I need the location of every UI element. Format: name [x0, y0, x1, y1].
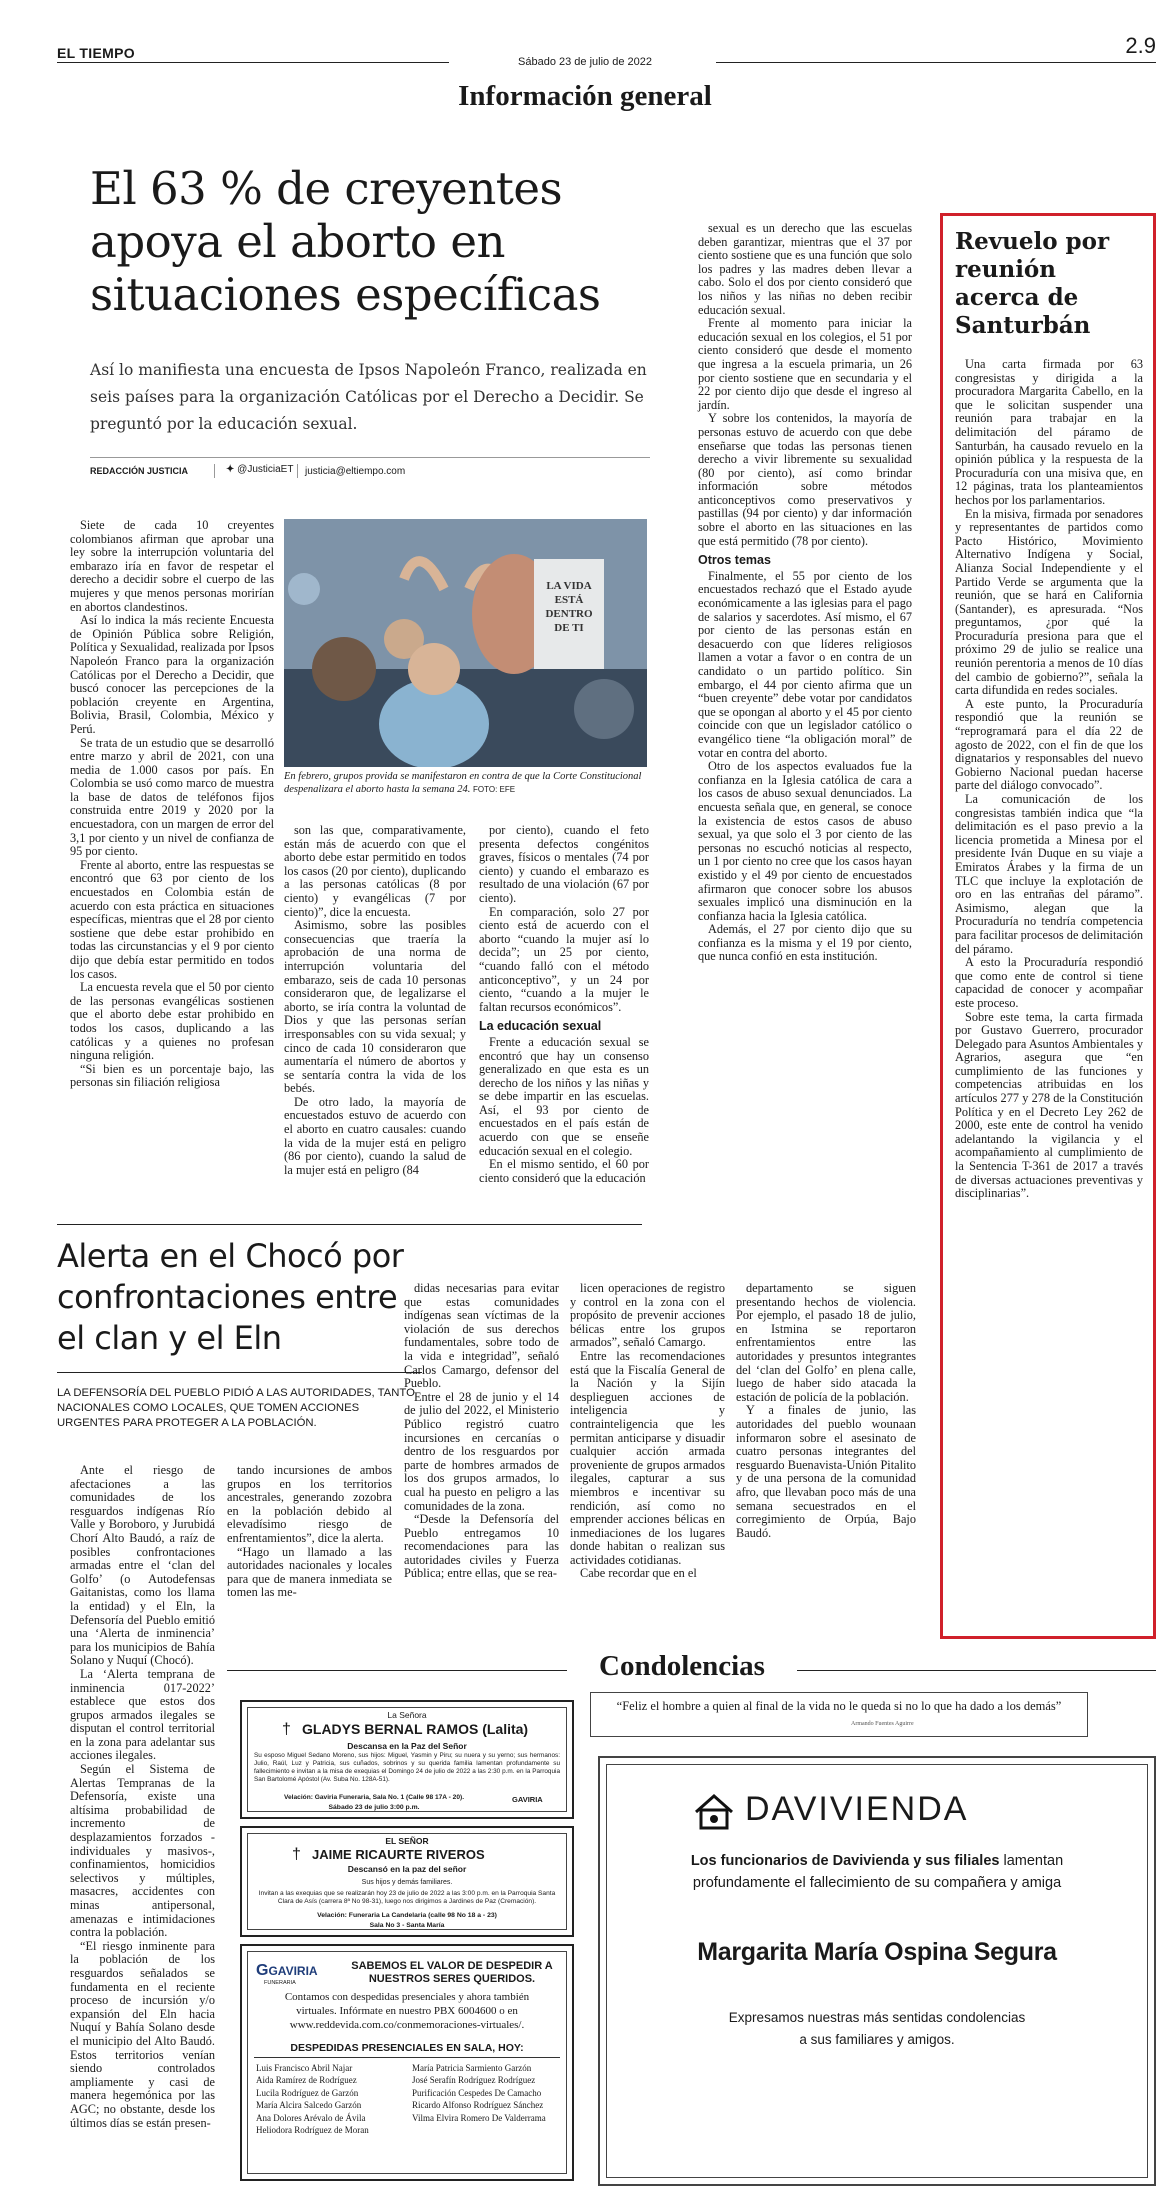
- paragraph: departamento se siguen presentando hechos de violencia. Por ejemplo, el pasado 18 de julio, en Istmina se reportaron enfrentamientos entre las autoridades y presuntos integrantes del ‘clan del Golfo’ en plena calle, luego de haber sido atacada la estación de policía de la población.: [736, 1281, 916, 1404]
- davivienda-closing2: a sus familiares y amigos.: [799, 2032, 955, 2047]
- davivienda-closing1: Expresamos nuestras más sentidas condolencias: [728, 2010, 1026, 2025]
- condolencias-title: Condolencias: [599, 1650, 765, 1682]
- masthead-rule-left: [57, 62, 449, 63]
- paragraph: En la misiva, firmada por senadores y representantes de partidos como Pacto Histórico, Movimiento Alternativo Indígena y Social, Alianza Social Independiente y el Partido Verde se argumenta que la reunión, que se hará en California (Santander), es apresurada. “Nos preguntamos, ¿por qué la Procuraduría presiona para que el próximo 29 de julio se realice una reunión perentoria a menos de 10 días del cambio de gobierno?”, señala la carta difundida en redes sociales.: [955, 506, 1143, 698]
- paragraph: En comparación, solo 27 por ciento está de acuerdo con el aborto “cuando la mujer así lo decida”; un 25 por ciento, “cuando falló con el método anticonceptivo”, y un 24 por ciento, “cuando a la mujer le faltan recursos económicos”.: [479, 904, 649, 1014]
- paragraph: Finalmente, el 55 por ciento de los encuestados rechazó que el Estado ayude económicamente a las iglesias para el pago de salarios y sacerdotes. Así mismo, el 67 por ciento de las personas están en desacuerdo con que líderes religiosos llamen a votar a favor o en contra de un candidato o un partido político. Sin embargo, el 44 por ciento afirma que un “buen creyente” debe votar por candidatos que se opongan al aborto y el 45 por ciento coincide con que un legislador católico o evangélico tiene “la obligación moral” de votar en contra del aborto.: [698, 568, 912, 760]
- obituary-gladys: [240, 1700, 574, 1819]
- paragraph: Según el Sistema de Alertas Tempranas de la Defensoría, existe una altísima probabilidad de incremento de desplazamientos forzados -individuales y masivos-, confinamientos, homicidios selectivos y múltiples, masacres, accidentes con minas antipersonal, amenazas e intimidaciones contra la población.: [70, 1762, 215, 1940]
- paragraph: La comunicación de los congresistas también indica que “la delimitación es el paso previo a la licencia prometida a Minesa por el presidente Iván Duque en su viaje a Emiratos Árabes y la firma de un TLC que incluye la explotación de oro en las entrañas del páramo”. Asimismo, alegan que la Procuraduría no tendría competencia para facilitar procesos de delimitación del páramo.: [955, 792, 1143, 956]
- obit1-fecha: Sábado 23 de julio 3:00 p.m.: [328, 1804, 420, 1811]
- gaviria-ad: [240, 1944, 574, 2181]
- article2-deck: LA DEFENSORÍA DEL PUEBLO PIDIÓ A LAS AUTORIDADES, TANTO NACIONALES COMO LOCALES, QUE TOMEN ACCIONES URGENTES PARA PROTEGER A LA POBLACIÓN.: [57, 1387, 415, 1429]
- subhead-otros: Otros temas: [698, 553, 771, 568]
- paragraph: “Si bien es un porcentaje bajo, las personas sin filiación religiosa: [70, 1061, 274, 1090]
- davivienda-house-icon: [692, 1792, 736, 1832]
- sidebar-body: [955, 358, 1143, 1201]
- paragraph: A este punto, la Procuraduría respondió que la reunión se “reprogramará para el día 22 de agosto de 2022, con el fin de que los dignatarios y responsables del nuevo Gobierno Nacional puedan hacerse parte del diálogo convocado”.: [955, 696, 1143, 793]
- byline-sep2: [297, 464, 298, 478]
- davivienda-ad: [598, 1756, 1156, 2186]
- obit1-sub: Descansa en la Paz del Señor: [347, 1741, 467, 1751]
- masthead-rule-right: [716, 62, 1156, 63]
- gaviria-logo: [256, 1962, 318, 1980]
- obit1-body: Su esposo Miguel Sedano Moreno, sus hijos: Miguel, Yasmin y Piru; su nuera y su yerno; sus hermanos: Julio, Raúl, Luz y Patricia, sus cuñados, sobrinos y su querida familia lamentan profundamente su fallecimiento e invitan a la misa de exequias el Domingo 24 de julio de 2022 a las 2:30 p.m. en la Parroquia San Bartolomé Apóstol (Av. Suba No. 128A-51).: [254, 1752, 560, 1783]
- davivienda-brand: DAVIVIENDA: [745, 1790, 969, 1828]
- byline-rule: [90, 457, 650, 458]
- paragraph: Asimismo, sobre las posibles consecuencias que traería la aprobación de una norma de interrupción voluntaria del embarazo, seis de cada 10 personas consideraron que, de legalizarse el aborto, se iría contra la voluntad de Dios y que las personas serían irresponsables con su vida sexual; y cinco de cada 10 consideraron que aumentaría el número de abortos y se sentaría contra la vida de los bebés.: [284, 918, 466, 1096]
- gaviria-logo-text: GAVIRIA: [268, 1964, 318, 1978]
- obit1-label: La Señora: [387, 1710, 427, 1720]
- paragraph: “Hago un llamado a las autoridades nacionales y locales para que de manera inmediata se tomen las me-: [227, 1544, 392, 1600]
- condolencias-rule-left: [227, 1670, 567, 1671]
- list-item: Ana Dolores Arévalo de Ávila: [256, 2112, 366, 2123]
- article2-col2: [227, 1464, 392, 1600]
- paper-logo: EL TIEMPO: [57, 45, 135, 61]
- paragraph: Una carta firmada por 63 congresistas y dirigida a la procuradora Margarita Cabello, en la que le solicitan suspender una reunión para trabajar en la delimitación del páramo de Santurbán, ha causado revuelo en la opinión pública y la respuesta de la Procuraduría con una misiva que, en 12 páginas, trata los planteamientos hechos por los parlamentarios.: [955, 357, 1143, 507]
- obit2-family: Sus hijos y demás familiares.: [361, 1879, 453, 1886]
- protest-sign-text: LA VIDA ESTÁ DENTRO DE TI: [545, 580, 593, 634]
- list-item: Purificación Cespedes De Camacho: [412, 2087, 542, 2098]
- list-item: Ricardo Alfonso Rodríguez Sánchez: [412, 2100, 544, 2111]
- paragraph: Y sobre los contenidos, la mayoría de personas estuvo de acuerdo con que debe enseñarse que todas las personas tienen derecho a vivir libremente su sexualidad (80 por ciento), así como brindar información sobre métodos anticonceptivos como preservativos y pastillas (94 por ciento) y dar información sobre el aborto en las situaciones en las que está permitido (78 por ciento).: [698, 411, 912, 548]
- issue-date: Sábado 23 de julio de 2022: [518, 56, 652, 68]
- obit1-velacion: Velación: Gaviria Funeraria, Sala No. 1 (Calle 98 17A - 20).: [283, 1794, 465, 1801]
- list-item: Vilma Elvira Romero De Valderrama: [412, 2112, 546, 2123]
- paragraph: La ‘Alerta temprana de inminencia 017-2022’ establece que estos dos grupos armados ilegales se disputan el control territorial en la zona para adelantar sus acciones ilegales.: [70, 1666, 215, 1763]
- paragraph: La encuesta revela que el 50 por ciento de las personas evangélicas sostienen que el aborto debe estar prohibido en todos los casos, duplicando a las católicas y a quienes no profesan ninguna religión.: [70, 980, 274, 1063]
- gaviria-headline: SABEMOS EL VALOR DE DESPEDIR A NUESTROS SERES QUERIDOS.: [351, 1960, 553, 1985]
- article1-deck: Así lo manifiesta una encuesta de Ipsos Napoleón Franco, realizada en seis países para la organización Católicas por el Derecho a Decidir. Se preguntó por la educación sexual.: [90, 361, 647, 433]
- paragraph: Ante el riesgo de afectaciones a las comunidades de los resguardos indígenas Río Valle y Boroboro, y Jurubidá Chorí Alto Baudó, a raíz de posibles confrontaciones armadas entre el ‘clan del Golfo’ (o Autodefensas Gaitanistas, como los llama la entidad) y el Eln, la Defensoría del Pueblo emitió una ‘Alerta de inminencia’ para los municipios de Bahía Solano y Nuquí (Chocó).: [70, 1463, 215, 1668]
- paragraph: “Desde la Defensoría del Pueblo entregamos 10 recomendaciones para las autoridades civiles y Fuerza Pública; entre ellas, que se rea-: [404, 1512, 559, 1581]
- obit1-name: GLADYS BERNAL RAMOS (Lalita): [302, 1721, 529, 1737]
- obit2-cross-icon: †: [292, 1846, 301, 1863]
- article1-col4-b: [698, 570, 912, 964]
- gaviria-names-right: [412, 2062, 564, 2124]
- section-title: Información general: [458, 80, 712, 112]
- paragraph: Otro de los aspectos evaluados fue la confianza en la Iglesia católica de cara a los casos de abuso sexual denunciados. La encuesta señala que, en general, se conoce la existencia de estos casos de abuso sexual, ya que solo el 3 por ciento de las personas no escuchó noticias al respecto, un 1 por ciento no cree que los casos hayan existido y el 49 por ciento de encuestados afirmaron que conocer sobre los abusos sexuales implicó una disminución en la confianza hacia la Iglesia católica.: [698, 759, 912, 923]
- article1-col2: [284, 824, 466, 1177]
- paragraph: En el mismo sentido, el 60 por ciento consideró que la educación: [479, 1157, 649, 1185]
- obit1-cross-icon: †: [282, 1721, 291, 1738]
- paragraph: Así lo indica la más reciente Encuesta de Opinión Pública sobre Religión, Política y Sexualidad, realizada por Ipsos Napoleón Franco para la organización Católicas por el Derecho a Decidir, que buscó conocer las percepciones de la población creyente en Argentina, Bolivia, Brasil, Colombia, México y Perú.: [70, 613, 274, 736]
- list-item: Lucila Rodríguez de Garzón: [256, 2087, 359, 2098]
- list-item: María Alcira Salcedo Garzón: [256, 2100, 362, 2111]
- article1-col4: [698, 222, 912, 964]
- byline-sep: [214, 464, 215, 478]
- gaviria-body: Contamos con despedidas presenciales y ahora también virtuales. Infórmate en nuestro PBX 6004600 o en www.reddevida.com.co/conmemoraciones-virtuales/.: [284, 1991, 530, 2031]
- paragraph: Entre las recomendaciones está que la Fiscalía General de la Nación y la Sijín desplieguen acciones de inteligencia y contrainteligencia que les permitan anticiparse y disuadir cualquier acción armada proveniente de grupos armados ilegales, capturar a sus miembros e incentivar su rendición, así como no emprender acciones bélicas en inmediaciones de los lugares donde habitan o realizan sus actividades cotidianas.: [570, 1348, 725, 1567]
- paragraph: Frente al momento para iniciar la educación sexual en los colegios, el 51 por ciento consideró que desde el momento que ingresa a la escuela primaria, un 26 por ciento sostiene que en secundaria y el 22 por ciento dijo que desde el ingreso al jardín.: [698, 316, 912, 412]
- article2-col1: [70, 1464, 215, 2130]
- gaviria-list-title: DESPEDIDAS PRESENCIALES EN SALA, HOY:: [290, 2042, 524, 2054]
- davivienda-line2: profundamente el fallecimiento de su compañera y amiga: [692, 1875, 1062, 1891]
- article1-col1: [70, 519, 274, 1090]
- obit2-name: JAIME RICAURTE RIVEROS: [312, 1847, 485, 1862]
- paragraph: por ciento), cuando el feto presenta defectos congénitos graves, físicos o mentales (74 por ciento) y cuando el embarazo es resultado de una violación (67 por ciento).: [479, 823, 649, 905]
- davivienda-deceased-name: Margarita María Ospina Segura: [697, 1938, 1057, 1966]
- article1-col3: [479, 824, 649, 1185]
- paragraph: son las que, comparativamente, están más de acuerdo con que el aborto debe estar permitido en todos los casos (20 por ciento), duplicando a las personas católicas (8 por ciento) y evangélicas (7 por ciento)”, dice la encuesta.: [284, 823, 466, 919]
- subhead-educacion: La educación sexual: [479, 1019, 602, 1034]
- obit2-body: Invitan a las exequias que se realizarán hoy 23 de julio de 2022 a las 3:00 p.m. en la Parroquia Santa Clara de Asís (carrera 8ª No 98-31), luego nos dirigimos a Jardines de Paz (Cremación).: [258, 1890, 556, 1905]
- gaviria-logo-sub: FUNERARIA: [264, 1980, 296, 1986]
- article1-photo: [284, 519, 647, 767]
- paragraph: “El riesgo inminente para la población de los resguardos señalados se fundamenta en el reciente proceso de incursión y/o expansión del Eln hacia Nuquí y Bahía Solano desde el municipio del Alto Baudó. Estos territorios venían siendo controlados ampliamente y casi de manera hegemónica por las AGC; no obstante, desde los últimos días se están presen-: [70, 1938, 215, 2130]
- obit1-logo: GAVIRIA: [512, 1795, 543, 1804]
- paragraph: licen operaciones de registro y control en la zona con el propósito de prevenir acciones bélicas entre los grupos armados”, señaló Camargo.: [570, 1281, 725, 1350]
- caption-text: En febrero, grupos provida se manifestaron en contra de que la Corte Constitucional despenalizara el aborto hasta la semana 24.: [284, 771, 642, 795]
- article1-col3-b: [479, 1036, 649, 1186]
- obit2-label: EL SEÑOR: [385, 1836, 429, 1846]
- protest-illustration: [284, 519, 647, 767]
- obit2-sala: Sala No 3 - Santa María: [369, 1922, 445, 1929]
- sidebar-box: [940, 213, 1156, 1639]
- list-item: María Patricia Sarmiento Garzón: [412, 2063, 532, 2073]
- paragraph: Sobre este tema, la carta firmada por Gustavo Guerrero, procurador Delegado para Asuntos Ambientales y Agrarios, asegura que “en cumplimiento de las funciones y competencias atribuidas en los artículos 277 y 278 de la Constitución Política y en el Decreto Ley 262 de 2000, este ente de control ha venido adelantando la vigilancia y el acompañamiento al cumplimiento de la Sentencia T-361 de 2017 a través de diversas actuaciones preventivas y disciplinarias”.: [955, 1009, 1143, 1201]
- list-item: José Serafín Rodríguez Rodríguez: [412, 2075, 536, 2086]
- paragraph: Frente al aborto, entre las respuestas se encontró que 63 por ciento de los encuestados en Colombia están de acuerdo con esta práctica en situaciones específicas, mientras que el 28 por ciento sostiene que debe estar prohibido en todas las circunstancias y el 9 por ciento dijo que debía estar permitido en todos los casos.: [70, 857, 274, 981]
- article2-top-rule: [57, 1224, 642, 1225]
- article1-col3-a: [479, 824, 649, 1014]
- page-number: 2.9: [1125, 33, 1156, 58]
- list-item: Aida Ramírez de Rodríguez: [256, 2075, 357, 2086]
- article2-headline: Alerta en el Chocó por confrontaciones entre el clan y el Eln: [57, 1237, 404, 1357]
- paragraph: Entre el 28 de junio y el 14 de julio del 2022, el Ministerio Público registró cuatro incursiones en cercanías o dentro de los resguardos por parte de hombres armados de los dos grupos armados, lo cual ha puesto en peligro a las comunidades de la zona.: [404, 1389, 559, 1513]
- paragraph: didas necesarias para evitar que estas comunidades indígenas sean víctimas de la violación de sus derechos fundamentales, sobre todo de la vida e integridad”, señaló Carlos Camargo, defensor del Pueblo.: [404, 1281, 559, 1391]
- gaviria-names-left: [256, 2062, 408, 2136]
- obit2-velacion: Velación: Funeraria La Candelaria (calle 98 No 18 a - 23): [317, 1912, 497, 1919]
- paragraph: Siete de cada 10 creyentes colombianos afirman que aprobar una ley sobre la interrupción voluntaria del embarazo iría en favor de respetar el derecho a decidir sobre el cuerpo de las mujeres y que menos personas morirían en abortos clandestinos.: [70, 518, 274, 614]
- twitter-handle[interactable]: [226, 464, 293, 475]
- article1-col4-a: [698, 222, 912, 548]
- quote-author: Armando Fuentes Aguirre: [851, 1721, 914, 1727]
- list-item: Heliodora Rodríguez de Moran: [256, 2125, 369, 2136]
- photo-credit: FOTO: EFE: [473, 784, 516, 794]
- condolencias-rule-right: [797, 1670, 1156, 1671]
- quote-text: “Feliz el hombre a quien al final de la vida no le queda si no lo que ha dado a los demás”: [616, 1699, 1062, 1713]
- paragraph: Frente a educación sexual se encontró que hay un consenso generalizado en que esta es un derecho de los niños y las niñas y se debe impartir en las escuelas. Así, el 93 por ciento de encuestados en el país están de acuerdo con que se enseñe educación sexual en el colegio.: [479, 1034, 649, 1158]
- obit2-sub: Descansó en la paz del señor: [347, 1864, 467, 1874]
- quote-box: [590, 1692, 1088, 1737]
- paragraph: tando incursiones de ambos grupos en los territorios ancestrales, generando zozobra en la población debido al elevadísimo riesgo de enfrentamientos”, dice la alerta.: [227, 1463, 392, 1545]
- article2-col5: [736, 1282, 916, 1540]
- photo-caption: [284, 771, 647, 796]
- list-item: Luis Francisco Abril Najar: [256, 2063, 353, 2073]
- gaviria-g-icon: G: [256, 1962, 269, 1979]
- paragraph: De otro lado, la mayoría de encuestados estuvo de acuerdo con el aborto en cuatro causales: cuando la vida de la mujer está en peligro (86 por ciento), cuando la salud de la mujer está en peligro (84: [284, 1094, 466, 1177]
- twitter-text: @JusticiaET: [237, 464, 294, 475]
- article1-headline: El 63 % de creyentes apoya el aborto en situaciones específicas: [90, 162, 601, 321]
- paragraph: Cabe recordar que en el: [580, 1566, 697, 1581]
- sidebar-headline: Revuelo por reunión acerca de Santurbán: [955, 228, 1110, 339]
- article2-deck-rule: [57, 1372, 422, 1373]
- davivienda-line1: [600, 1853, 1154, 1869]
- byline: REDACCIÓN JUSTICIA: [90, 466, 189, 476]
- paragraph: sexual es un derecho que las escuelas deben garantizar, mientras que el 37 por ciento sostiene que es una función que solo los padres y las madres deben llevar a cabo. Solo el dos por ciento consideró que los niños y las niñas no deben recibir educación sexual.: [698, 221, 912, 317]
- paragraph: A esto la Procuraduría respondió que como ente de control si tiene capacidad de conocer y acompañar este proceso.: [955, 955, 1143, 1010]
- twitter-icon: ✦: [226, 464, 238, 475]
- paragraph: Se trata de un estudio que se desarrolló entre marzo y abril de 2021, con una media de 1.000 casos por país. En Colombia se usó como marco de muestra la base de datos de teléfonos fijos construida entre 2019 y 2020 por la encuestadora, con un margen de error del 3,1 por ciento y un nivel de confianza de 95 por ciento.: [70, 735, 274, 859]
- davivienda-line1-rest: lamentan: [1003, 1853, 1064, 1869]
- article2-col3: [404, 1282, 559, 1581]
- obituary-jaime: [240, 1826, 574, 1937]
- paragraph: Y a finales de junio, las autoridades del pueblo wounaan informaron sobre el asesinato de cuatro personas integrantes del resguardo Buenavista-Unión Pitalito y de una persona de la comunidad afro, que llevaban poco más de una semana secuestrados en el corregimiento de Orpúa, Bajo Baudó.: [736, 1403, 916, 1540]
- davivienda-line1-bold: Los funcionarios de Davivienda y sus filiales: [690, 1853, 1000, 1869]
- gaviria-list-rule: [254, 2057, 560, 2058]
- paragraph: Además, el 27 por ciento dijo que su confianza es la misma y el 19 por ciento, que nunca confió en esta institución.: [698, 922, 912, 964]
- article2-col4: [570, 1282, 725, 1581]
- byline-email[interactable]: justicia@eltiempo.com: [305, 466, 406, 477]
